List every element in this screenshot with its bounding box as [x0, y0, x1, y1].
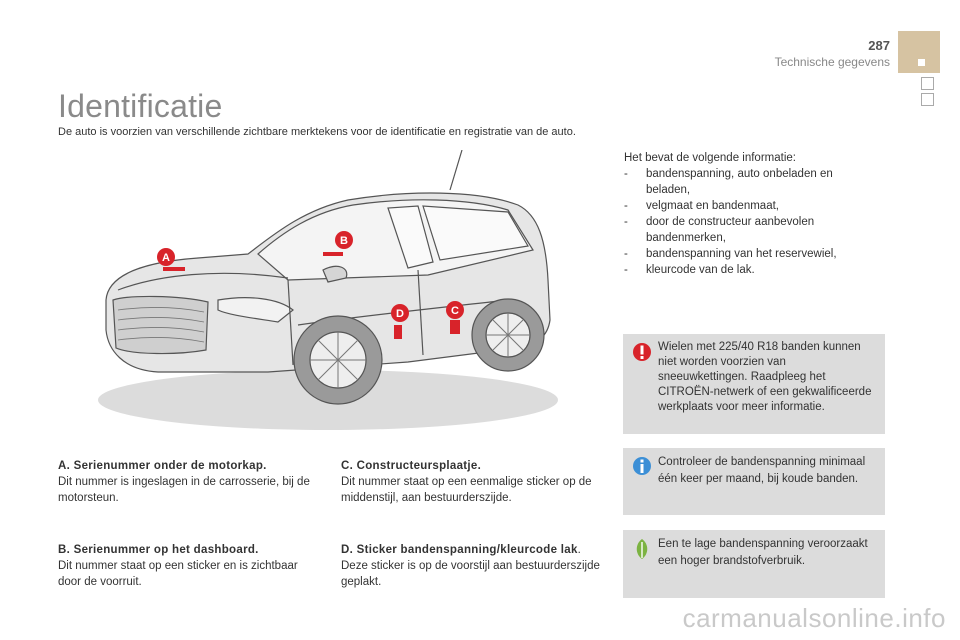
info-item: - velgmaat en bandenmaat, — [624, 198, 874, 214]
tab-marker — [918, 59, 925, 66]
note-warning-text: Wielen met 225/40 R18 banden kunnen niet worden voorzien van sneeuwkettingen. Raadpleeg het CITROËN-netwerk of een gekwalificeerde werkplaats voor meer informatie. — [658, 341, 872, 413]
info-lead: Het bevat de volgende informatie: — [624, 152, 796, 164]
tab-box-1 — [921, 77, 934, 90]
desc-c — [341, 458, 603, 506]
marker-a-label: A — [162, 252, 170, 264]
intro-text: De auto is voorzien van verschillende zichtbare merktekens voor de identificatie en registratie van de auto. — [58, 126, 576, 138]
note-eco-text: Een te lage bandenspanning veroorzaakt een hoger brandstofverbruik. — [658, 538, 868, 567]
note-info — [623, 448, 885, 515]
chapter-tab — [898, 31, 940, 73]
desc-b — [58, 542, 320, 590]
desc-b-text: Dit nummer staat op een sticker en is zichtbaar door de voorruit. — [58, 560, 298, 588]
note-info-text: Controleer de bandenspanning minimaal één keer per maand, bij koude banden. — [658, 456, 866, 485]
desc-c-heading: C. Constructeursplaatje. — [341, 460, 482, 472]
info-item: - door de constructeur aanbevolen bandenmerken, — [624, 214, 874, 246]
desc-a-text: Dit nummer is ingeslagen in de carrosserie, bij de motorsteun. — [58, 476, 310, 504]
info-icon — [633, 456, 651, 476]
desc-c-text: Dit nummer staat op een eenmalige sticker op de middenstijl, aan bestuurderszijde. — [341, 476, 592, 504]
marker-c-label: C — [451, 305, 459, 317]
desc-d-heading: D. Sticker bandenspanning/kleurcode lak — [341, 544, 578, 556]
desc-a — [58, 458, 313, 506]
car-illustration — [88, 150, 568, 440]
desc-d-text: Deze sticker is op de voorstijl aan bestuurderszijde geplakt. — [341, 560, 600, 588]
marker-b-label: B — [340, 235, 348, 247]
info-item: - bandenspanning van het reservewiel, — [624, 246, 874, 262]
marker-d-label: D — [396, 308, 404, 320]
watermark: carmanualsonline.info — [682, 603, 946, 633]
page-number: 287 — [868, 38, 890, 53]
warning-icon — [633, 342, 651, 362]
tab-box-2 — [921, 93, 934, 106]
page-title: Identificatie — [58, 88, 223, 124]
desc-a-heading: A. Serienummer onder de motorkap. — [58, 460, 267, 472]
info-item: - bandenspanning, auto onbeladen en beladen, — [624, 166, 874, 198]
info-list — [624, 150, 874, 278]
eco-leaf-icon — [633, 538, 651, 560]
desc-d-suffix: . — [577, 544, 581, 556]
note-warning — [623, 334, 885, 434]
note-eco — [623, 530, 885, 598]
desc-d — [341, 542, 603, 590]
desc-b-heading: B. Serienummer op het dashboard. — [58, 544, 259, 556]
section-title: Technische gegevens — [774, 55, 890, 69]
info-item: - kleurcode van de lak. — [624, 262, 874, 278]
